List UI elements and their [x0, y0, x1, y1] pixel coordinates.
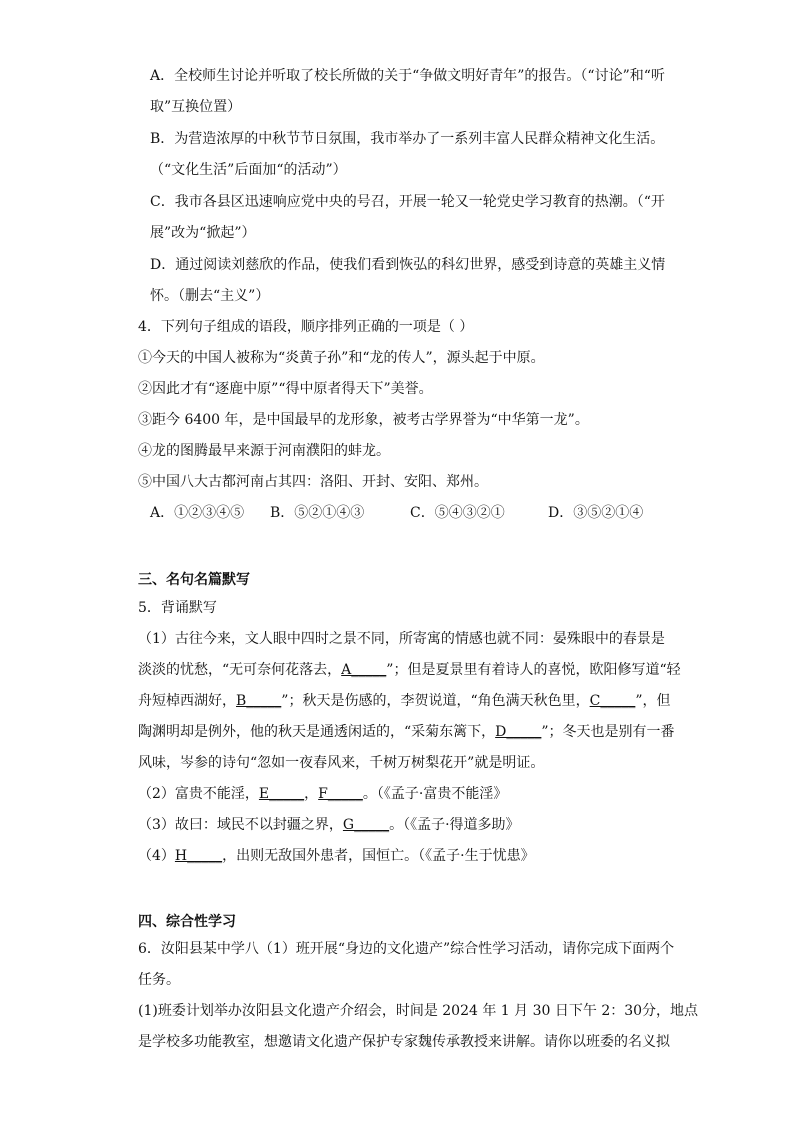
q3-option-a-line2: 取”互换位置） — [150, 99, 242, 115]
section-4-heading: 四、综合性学习 — [138, 914, 236, 930]
q5-p1-line4 — [138, 722, 675, 742]
blank-b[interactable]: B_____ — [236, 693, 282, 709]
blank-c[interactable]: C_____ — [589, 693, 636, 709]
q5-text: 淡淡的忧愁，“无可奈何花落去， — [138, 662, 342, 678]
q5-text: ，出则无敌国外患者，国恒亡。（《孟子·生于忧患》 — [222, 848, 535, 864]
q5-text: （2）富贵不能淫， — [138, 786, 259, 802]
q5-text: 舟短棹西湖好， — [138, 693, 236, 709]
blank-f[interactable]: F_____ — [318, 786, 363, 802]
q5-text: ， — [304, 786, 319, 802]
q3-option-d-line2: 怀。（删去“主义”） — [150, 288, 270, 304]
q4-sentence-2: ②因此才有“逐鹿中原”“得中原者得天下”美誉。 — [138, 381, 433, 397]
q3-option-d-line1: D．通过阅读刘慈欣的作品，使我们看到恢弘的科幻世界，感受到诗意的英雄主义情 — [150, 257, 666, 273]
q5-p3 — [138, 815, 520, 835]
q3-option-a-line1: A．全校师生讨论并听取了校长所做的关于“争做文明好青年”的报告。（“讨论”和“听 — [150, 68, 665, 84]
blank-h[interactable]: H_____ — [174, 848, 223, 864]
blank-g[interactable]: G_____ — [342, 817, 390, 833]
q5-text: ”；冬天也是别有一番 — [541, 724, 675, 740]
q5-text: ”；但是夏景里有着诗人的喜悦，欧阳修写道“轻 — [386, 662, 681, 678]
q4-sentence-3: ③距今 6400 年，是中国最早的龙形象，被考古学界誉为“中华第一龙”。 — [138, 412, 589, 428]
q5-p1-line1: （1）古往今来，文人眼中四时之景不同，所寄寓的情感也就不同：晏殊眼中的春景是 — [138, 631, 665, 647]
q5-p4 — [138, 846, 535, 866]
q4-option-b: B．⑤②①④③ — [270, 505, 365, 521]
q6-stem-line1: 6．汝阳县某中学八（1）班开展“身边的文化遗产”综合性学习活动，请你完成下面两个 — [138, 941, 675, 957]
q4-option-d: D．③⑤②①④ — [548, 505, 644, 521]
q6-stem-line2: 任务。 — [138, 972, 180, 988]
q5-text: 。（《孟子·富贵不能淫》 — [362, 786, 508, 802]
q5-p1-line5: 风味，岑参的诗句“忽如一夜春风来，千树万树梨花开”就是明证。 — [138, 755, 545, 771]
q4-stem: 4．下列句子组成的语段，顺序排列正确的一项是（ ） — [138, 319, 474, 335]
q4-sentence-1: ①今天的中国人被称为“炎黄子孙”和“龙的传人”，源头起于中原。 — [138, 350, 545, 366]
q5-p1-line3 — [138, 691, 671, 711]
q5-p1-line2 — [138, 660, 681, 680]
q5-text: （4） — [138, 848, 175, 864]
q5-stem: 5．背诵默写 — [138, 600, 217, 616]
q6-part1-line1: (1)班委计划举办汝阳县文化遗产介绍会，时间是 2024 年 1 月 30 日下午 2：30分，地点 — [138, 1003, 699, 1019]
q5-text: 陶渊明却是例外，他的秋天是通透闲适的，“采菊东篱下， — [138, 724, 496, 740]
blank-d[interactable]: D_____ — [495, 724, 542, 740]
q6-part1-line2: 是学校多功能教室，想邀请文化遗产保护专家魏传承教授来讲解。请你以班委的名义拟 — [138, 1034, 670, 1050]
q4-option-a: A．①②③④⑤ — [150, 505, 245, 521]
q4-option-c: C．⑤④③②① — [410, 505, 505, 521]
blank-a[interactable]: A_____ — [341, 662, 387, 678]
q4-options-row — [150, 503, 644, 523]
q5-text: ”；秋天是伤感的，李贺说道，“角色满天秋色里， — [281, 693, 590, 709]
q5-p2 — [138, 784, 507, 804]
q5-text: （3）故曰：域民不以封疆之界， — [138, 817, 343, 833]
q4-sentence-4: ④龙的图腾最早来源于河南濮阳的蚌龙。 — [138, 443, 390, 459]
section-3-heading: 三、名句名篇默写 — [138, 572, 250, 588]
q5-text: 。（《孟子·得道多助》 — [389, 817, 520, 833]
blank-e[interactable]: E_____ — [258, 786, 305, 802]
q5-text: ”，但 — [635, 693, 671, 709]
q3-option-c-line1: C．我市各县区迅速响应党中央的号召，开展一轮又一轮党史学习教育的热潮。（“开 — [150, 194, 665, 210]
q3-option-c-line2: 展”改为“掀起”） — [150, 225, 256, 241]
q3-option-b-line2: （“文化生活”后面加“的活动”） — [150, 162, 347, 178]
q3-option-b-line1: B．为营造浓厚的中秋节节日氛围，我市举办了一系列丰富人民群众精神文化生活。 — [150, 131, 665, 147]
q4-sentence-5: ⑤中国八大古都河南占其四：洛阳、开封、安阳、郑州。 — [138, 474, 488, 490]
